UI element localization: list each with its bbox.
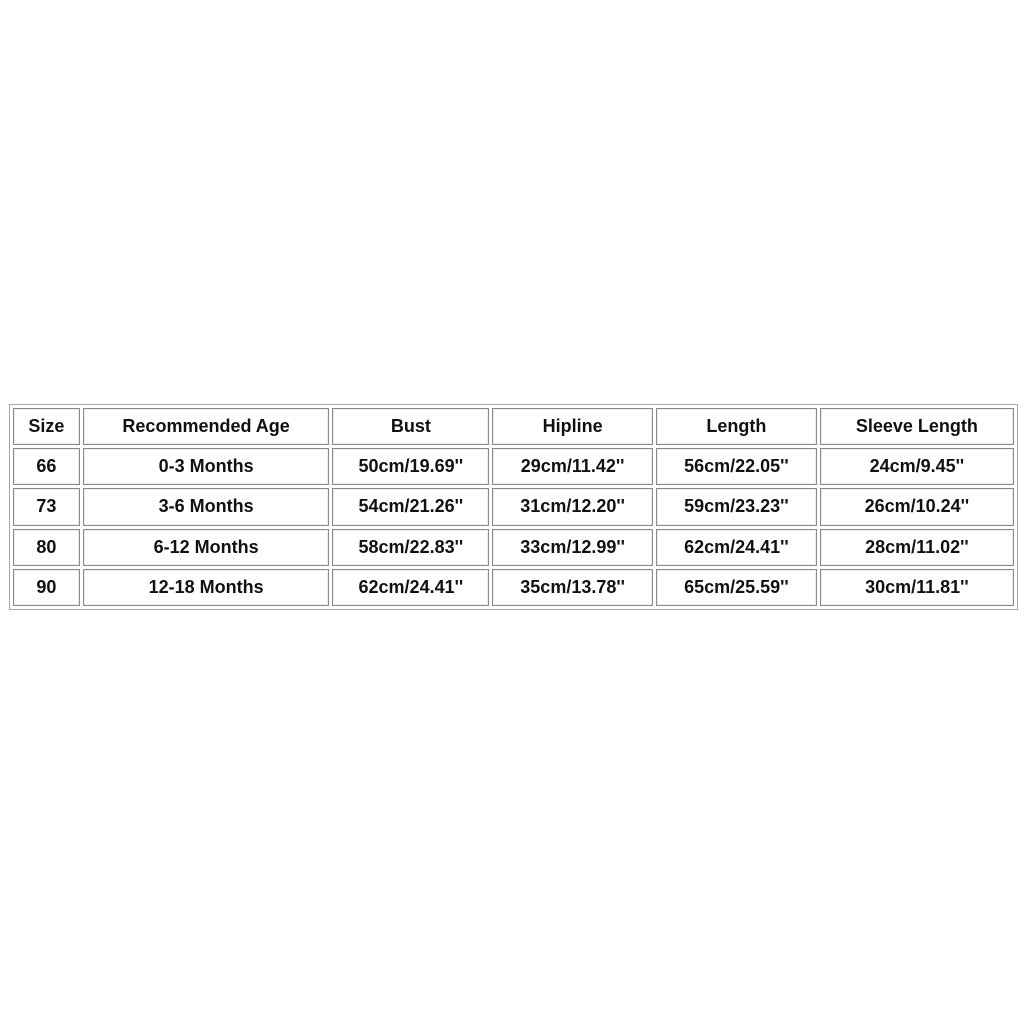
cell-recommended-age: 3-6 Months <box>83 488 330 525</box>
cell-bust: 54cm/21.26'' <box>332 488 489 525</box>
cell-recommended-age: 6-12 Months <box>83 529 330 566</box>
table-header-row <box>13 408 1014 445</box>
cell-length: 59cm/23.23'' <box>656 488 817 525</box>
cell-length: 56cm/22.05'' <box>656 448 817 485</box>
cell-sleeve-length: 24cm/9.45'' <box>820 448 1014 485</box>
cell-hipline: 29cm/11.42'' <box>492 448 653 485</box>
table-row <box>13 488 1014 525</box>
cell-size: 90 <box>13 569 80 606</box>
header-bust: Bust <box>332 408 489 445</box>
cell-sleeve-length: 30cm/11.81'' <box>820 569 1014 606</box>
cell-hipline: 33cm/12.99'' <box>492 529 653 566</box>
header-size: Size <box>13 408 80 445</box>
table-row <box>13 569 1014 606</box>
cell-hipline: 35cm/13.78'' <box>492 569 653 606</box>
cell-recommended-age: 12-18 Months <box>83 569 330 606</box>
table-row <box>13 529 1014 566</box>
header-length: Length <box>656 408 817 445</box>
cell-size: 73 <box>13 488 80 525</box>
cell-hipline: 31cm/12.20'' <box>492 488 653 525</box>
header-recommended-age: Recommended Age <box>83 408 330 445</box>
header-hipline: Hipline <box>492 408 653 445</box>
size-chart-table <box>9 404 1018 610</box>
cell-sleeve-length: 28cm/11.02'' <box>820 529 1014 566</box>
cell-recommended-age: 0-3 Months <box>83 448 330 485</box>
cell-bust: 62cm/24.41'' <box>332 569 489 606</box>
cell-bust: 50cm/19.69'' <box>332 448 489 485</box>
table-row <box>13 448 1014 485</box>
cell-bust: 58cm/22.83'' <box>332 529 489 566</box>
cell-sleeve-length: 26cm/10.24'' <box>820 488 1014 525</box>
cell-size: 80 <box>13 529 80 566</box>
cell-length: 62cm/24.41'' <box>656 529 817 566</box>
cell-size: 66 <box>13 448 80 485</box>
header-sleeve-length: Sleeve Length <box>820 408 1014 445</box>
cell-length: 65cm/25.59'' <box>656 569 817 606</box>
